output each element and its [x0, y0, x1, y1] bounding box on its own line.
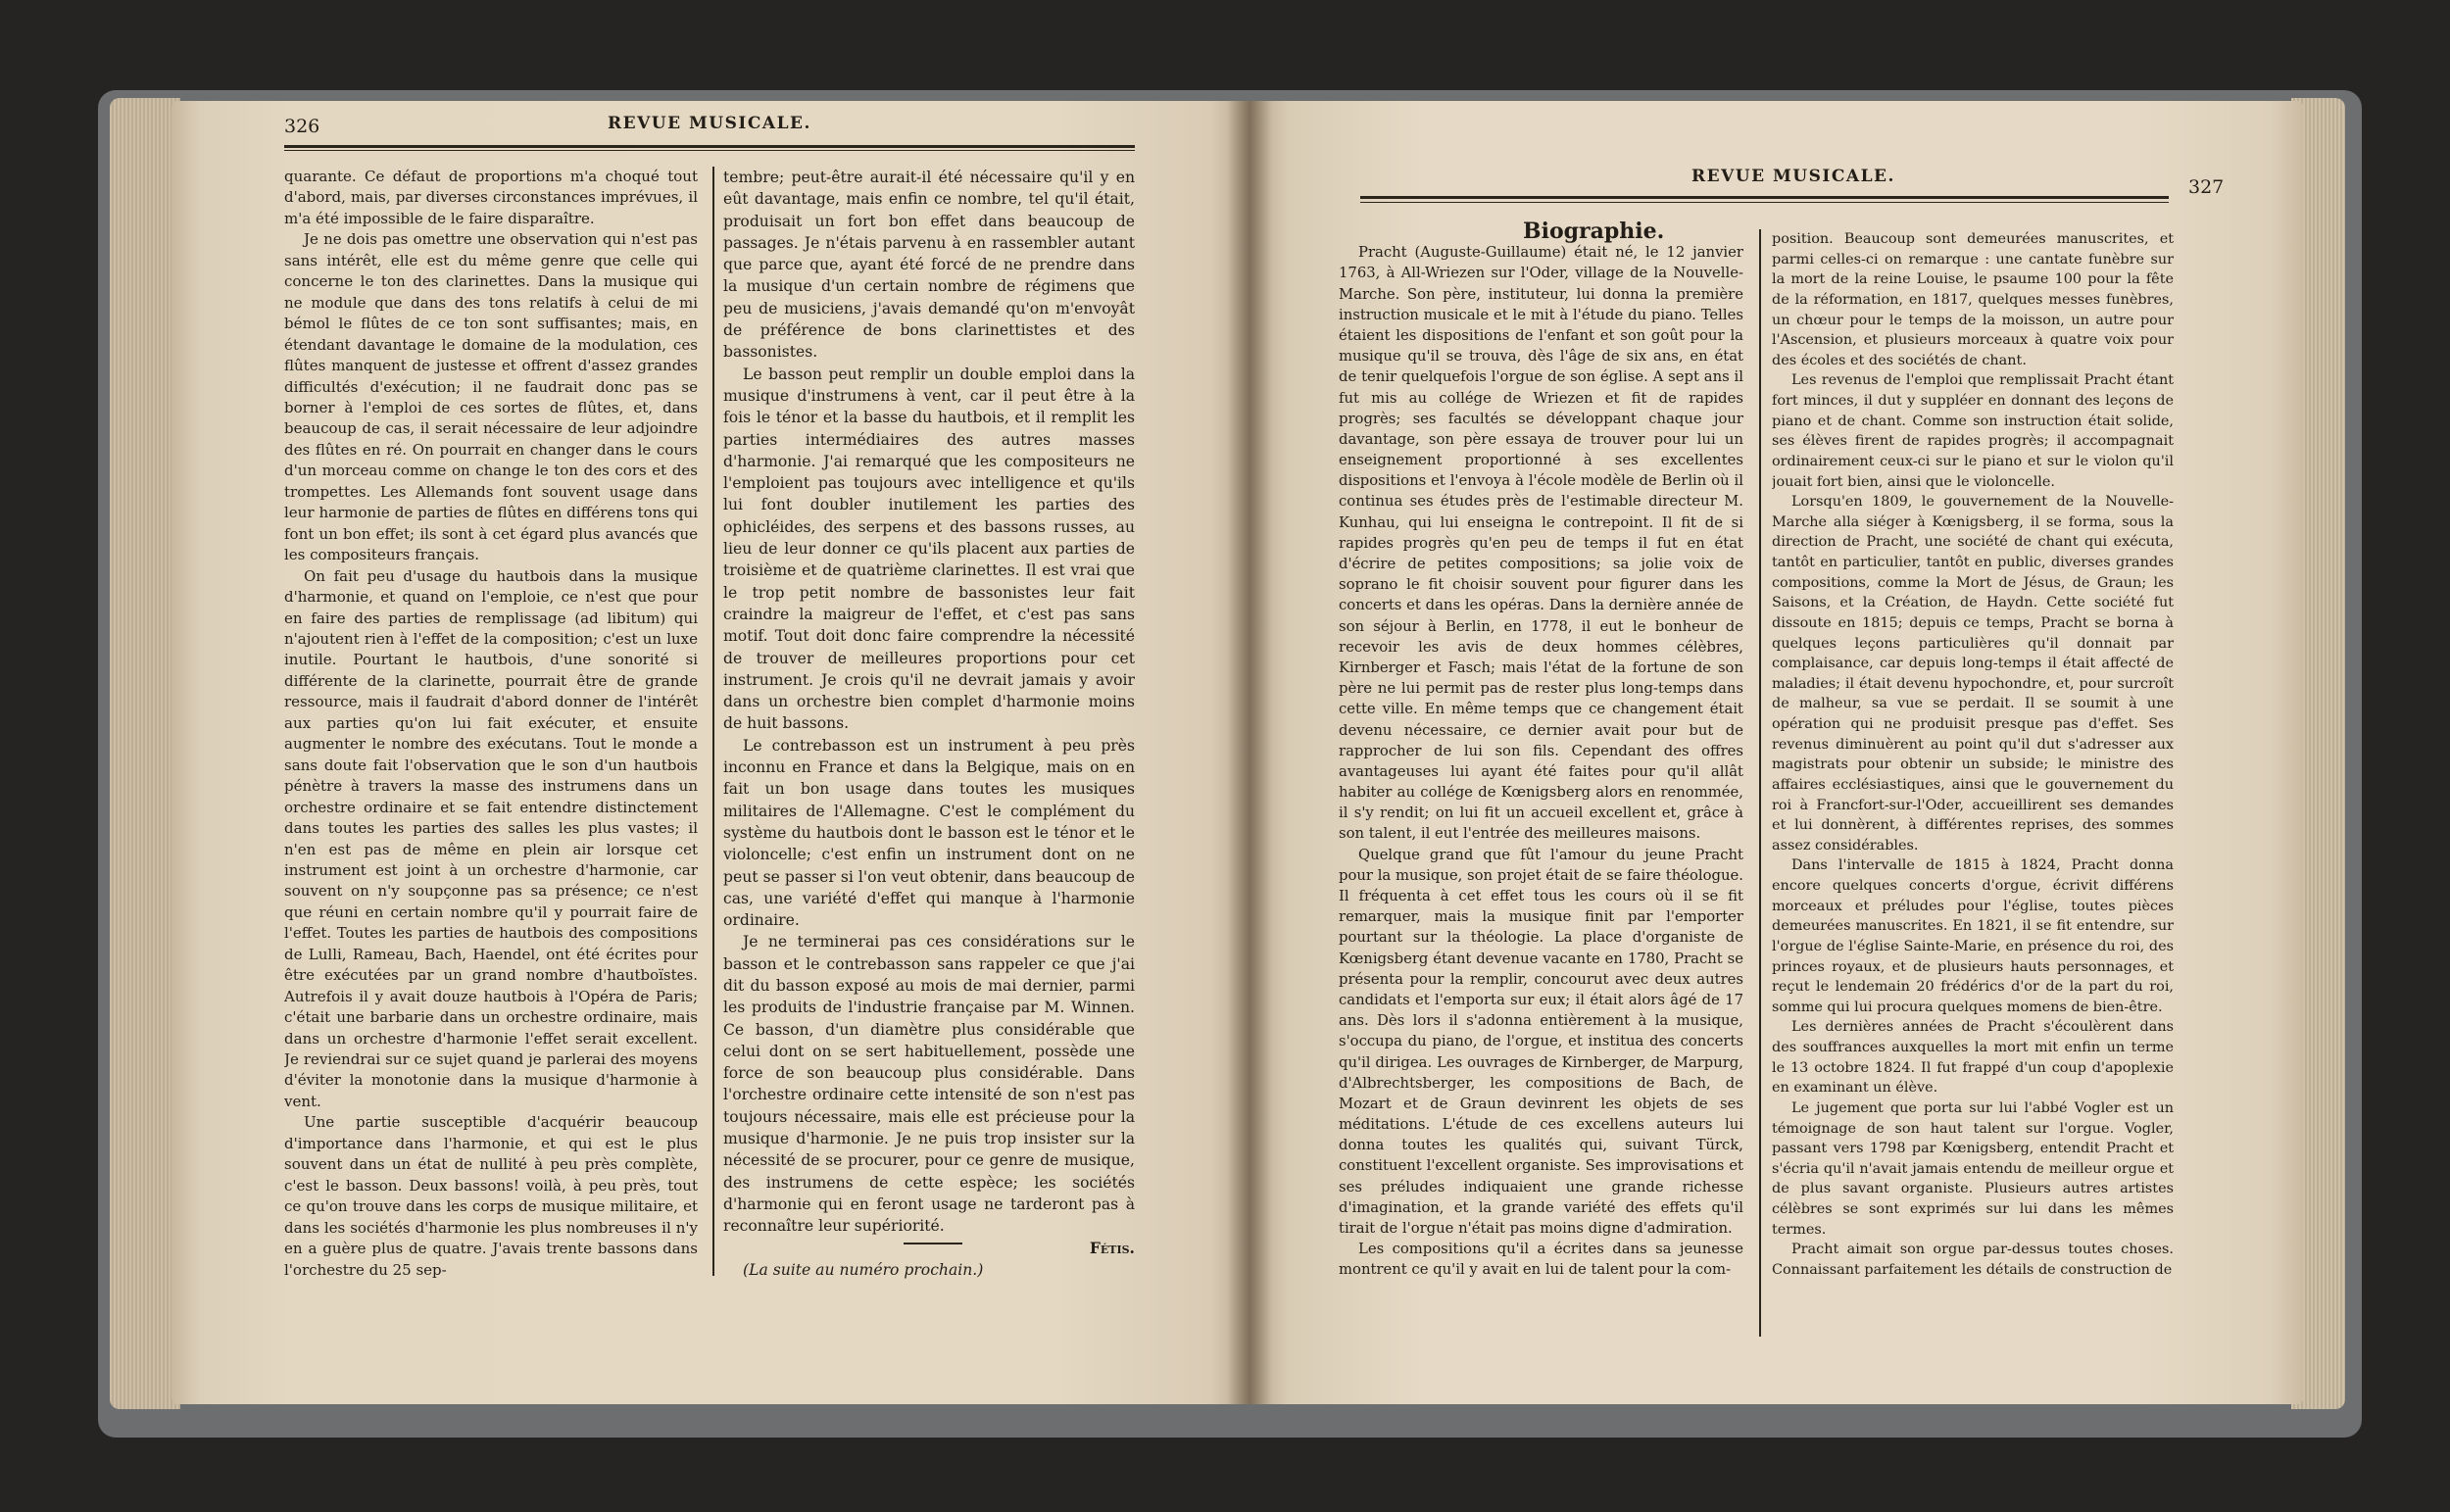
paragraph: Dans l'intervalle de 1815 à 1824, Pracht donna encore quelques concerts d'orgue, écrivit différens morceaux et préludes pour l'église, toutes pièces demeurées manuscrites. En 1821, il se fit entendre, sur l'orgue de l'église Sainte-Marie, en présence du roi, des princes royaux, et de plusieurs hauts personnages, et reçut le lendemain 20 frédérics d'or de la part du roi, somme qui lui procura quelques momens de bien-être. — [1772, 857, 2174, 1015]
paragraph: Les compositions qu'il a écrites dans sa jeunesse montrent ce qu'il y avait en lui de talent pour la com- — [1339, 1241, 1743, 1279]
right-page-number: 327 — [2188, 176, 2225, 198]
paragraph: Le jugement que porta sur lui l'abbé Vogler est un témoignage de son haut talent sur l'orgue. Vogler, passant vers 1798 par Kœnigsberg, entendit Pracht et s'écria qu'il n'avait jamais entendu de meilleur orgue et de plus savant organiste. Plusieurs autres artistes célèbres se sont exprimés sur lui dans les mêmes termes. — [1772, 1099, 2174, 1238]
section-title: Biographie. — [1523, 221, 1665, 244]
right-running-head: REVUE MUSICALE. — [1691, 167, 1895, 186]
paragraph: tembre; peut-être aurait-il été nécessaire qu'il y en eût davantage, mais enfin ce nombre, tel qu'il était, produisait un fort bon effet dans beaucoup de passages. Je n'étais parvenu à en rassembler autant que parce que, ayant été forcé de ne prendre dans la musique d'un certain nombre de régimens que peu de musiciens, j'avais demandé qu'on m'envoyât de préférence de bons clarinettistes et des bassonistes. — [723, 169, 1135, 362]
paragraph: Je ne dois pas omettre une observation qui n'est pas sans intérêt, elle est du même genre que celle qui concerne le ton des clarinettes. Dans la musique qui ne module que dans des tons relatifs à celui de mi bémol le flûtes de ce ton sont suffisantes; mais, en étendant davantage le domaine de la modulation, ces flûtes manquent de justesse et offrent d'assez grandes difficultés d'exécution; il ne faudrait donc pas se borner à l'emploi de ces sortes de flûtes, et, dans beaucoup de cas, il serait nécessaire de leur adjoindre des flûtes en ré. On pourrait en changer dans le cours d'un morceau comme on change le ton des cors et des trompettes. Les Allemands font souvent usage dans leur harmonie de parties de flûtes en différens tons qui font un bon effet; ils sont à cet égard plus avancés que les compositeurs français. — [284, 230, 698, 564]
author-signature: Fétis. — [1089, 1238, 1135, 1257]
paragraph: Le contrebasson est un instrument à peu près inconnu en France et dans la Belgique, mais on en fait un bon usage dans toutes les musiques militaires de l'Allemagne. C'est le complément du système du hautbois dont le basson est le ténor et le violoncelle; c'est enfin un instrument dont on ne peut se passer si l'on veut obtenir, dans beaucoup de cas, une variété d'effet qui manque à l'harmonie ordinaire. — [723, 736, 1135, 930]
left-column-1 — [284, 167, 698, 1293]
paragraph: Lorsqu'en 1809, le gouvernement de la Nouvelle-Marche alla siéger à Kœnigsberg, il se forma, sous la direction de Pracht, une société de chant qui exécuta, tantôt en particulier, tantôt en public, diverses grandes compositions, comme la Mort de Jésus, de Graun; les Saisons, et la Création, de Haydn. Cette société fut dissoute en 1815; depuis ce temps, Pracht se borna à quelques leçons particulières qu'il donnait par complaisance, car depuis long-temps il était affecté de maladies; il était devenu hypochondre, et, pour surcroît de malheur, sa vue se perdait. Il se soumit à une opération qui ne produisit presque pas d'effet. Ses revenus diminuèrent au point qu'il dut s'adresser aux magistrats pour obtenir un subside; le ministre des affaires ecclésiastiques, ainsi que le gouvernement du roi à Francfort-sur-l'Oder, accueillirent ses demandes et lui donnèrent, à différentes reprises, des sommes assez considérables. — [1772, 494, 2174, 854]
right-column-2 — [1772, 229, 2174, 1337]
paragraph: Les revenus de l'emploi que remplissait Pracht étant fort minces, il dut y suppléer en donnant des leçons de piano et de chant. Comme son instruction était solide, ses élèves firent de rapides progrès; il accompagnait ordinairement ceux-ci sur le piano et sur le violon qu'il jouait fort bien, ainsi que le violoncelle. — [1772, 372, 2174, 490]
left-header-rule-thin — [284, 150, 1135, 151]
left-running-head: REVUE MUSICALE. — [608, 114, 811, 133]
paragraph: Une partie susceptible d'acquérir beaucoup d'importance dans l'harmonie, et qui est le plus souvent dans un état de nullité à peu près complète, c'est le basson. Deux bassons! voilà, à peu près, tout ce qu'on trouve dans les corps de musique militaire, et dans les sociétés d'harmonie les plus nombreuses il n'y en a guère plus de quatre. J'avais trente bassons dans l'orchestre du 25 sep- — [284, 1113, 698, 1279]
end-ornament-rule — [904, 1243, 962, 1244]
paragraph: Quelque grand que fût l'amour du jeune Pracht pour la musique, son projet était de se faire théologue. Il fréquenta à cet effet tous les cours où il se fit remarquer, mais la musique finit par l'emporter pourtant sur la théologie. La place d'organiste de Kœnigsberg étant devenue vacante en 1780, Pracht se présenta pour la remplir, concourut avec deux autres candidats et l'emporta sur eux; il était alors âgé de 17 ans. Dès lors il s'adonna entièrement à la musique, s'occupa du piano, de l'orgue, et institua des concerts qu'il dirigea. Les ouvrages de Kirnberger, de Marpurg, d'Albrechtsberger, les compositions de Bach, de Mozart et de Graun devinrent les objets de ses méditations. L'étude de ces excellens auteurs lui donna toutes les qualités qui, suivant Türck, constituent l'excellent organiste. Ses improvisations et ses préludes indiquaient une grande richesse d'imagination, et la grande variété des effets qu'il tirait de l'orgue n'était pas moins digne d'admiration. — [1339, 846, 1743, 1237]
paragraph: Pracht (Auguste-Guillaume) était né, le 12 janvier 1763, à All-Wriezen sur l'Oder, village de la Nouvelle-Marche. Son père, instituteur, lui donna la première instruction musicale et le mit à l'étude du piano. Telles étaient les dispositions de l'enfant et son goût pour la musique qu'il se trouva, dès l'âge de six ans, en état de tenir quelquefois l'orgue de son église. A sept ans il fut mis au collége de Wriezen et fit de rapides progrès; ses facultés se développant chaque jour davantage, son père essaya de trouver pour lui un enseignement proportionné à ses excellentes dispositions et l'envoya à l'école modèle de Berlin où il continua ses études près de l'estimable directeur M. Kunhau, qui lui enseigna le contrepoint. Il fit de si rapides progrès qu'en peu de temps il fut en état d'écrire de petites compositions; sa jolie voix de soprano le fit choisir souvent pour figurer dans les concerts et dans les opéras. Dans la dernière année de son séjour à Berlin, en 1778, il eut le bonheur de recevoir les avis de deux hommes célèbres, Kirnberger et Fasch; mais l'état de la fortune de son père ne lui permit pas de rester plus long-temps dans cette ville. En même temps que ce changement était devenu nécessaire, ce dernier avait pour but de rapprocher de lui son fils. Cependant des offres avantageuses lui ayant été faites pour qu'il allât habiter au collége de Kœnigsberg alors en renommée, il s'y rendit; on lui fit un accueil excellent et, grâce à son talent, il eut l'entrée des meilleures maisons. — [1339, 244, 1743, 843]
right-column-separator — [1759, 229, 1761, 1337]
right-header-rule — [1360, 196, 2169, 199]
page-edges-left — [110, 98, 180, 1409]
paragraph: quarante. Ce défaut de proportions m'a choqué tout d'abord, mais, par diverses circonstances imprévues, il m'a été impossible de le faire disparaître. — [284, 168, 698, 227]
paragraph: Le basson peut remplir un double emploi dans la musique d'instrumens à vent, car il peut être à la fois le ténor et la basse du hautbois, et il remplit les parties intermédiaires des autres masses d'harmonie. J'ai remarqué que les compositeurs ne l'emploient pas toujours avec intelligence et qu'ils lui font doubler inutilement les parties des ophicléides, des serpens et des bassons russes, au lieu de leur donner ce qu'ils placent aux parties de troisième et de quatrième clarinettes. Il est vrai que le trop petit nombre de bassonistes leur fait craindre la maigreur de l'effet, et c'est pas sans motif. Tout doit donc faire comprendre la nécessité de trouver de meilleures proportions pour cet instrument. Je crois qu'il ne devrait jamais y avoir dans un orchestre bien complet d'harmonie moins de huit bassons. — [723, 365, 1135, 733]
paragraph: Je ne terminerai pas ces considérations sur le basson et le contrebasson sans rappeler ce que j'ai dit du basson exposé au mois de mai dernier, parmi les produits de l'industrie française par M. Winnen. Ce basson, d'un diamètre plus considérable que celui dont on se sert habituellement, possède une force de son beaucoup plus considérable. Dans l'orchestre ordinaire cette intensité de son n'est pas toujours nécessaire, mais elle est précieuse pour la musique d'harmonie. Je ne puis trop insister sur la nécessité de se procurer, pour ce genre de musique, des instrumens de cette espèce; les sociétés d'harmonie qui en feront usage ne tarderont pas à reconnaître leur supériorité. — [723, 933, 1135, 1236]
paragraph: Les dernières années de Pracht s'écoulèrent dans des souffrances auxquelles la mort mit enfin un terme le 13 octobre 1824. Il fut frappé d'un coup d'apoplexie en examinant un élève. — [1772, 1019, 2174, 1097]
left-column-2 — [723, 167, 1135, 1293]
continued-note: (La suite au numéro prochain.) — [743, 1260, 984, 1279]
left-header-rule — [284, 145, 1135, 148]
left-column-separator — [712, 167, 714, 1276]
right-column-1 — [1339, 221, 1743, 1329]
book-gutter — [1227, 101, 1272, 1404]
paragraph: position. Beaucoup sont demeurées manuscrites, et parmi celles-ci on remarque : une cantate funèbre sur la mort de la reine Louise, le psaume 100 pour la fête de la réformation, en 1817, quelques messes funèbres, un chœur pour le temps de la moisson, un autre pour l'Ascension, et plusieurs morceaux à quatre voix pour des écoles et des sociétés de chant. — [1772, 231, 2174, 368]
paragraph: On fait peu d'usage du hautbois dans la musique d'harmonie, et quand on l'emploie, ce n'est que pour en faire des parties de remplissage (ad libitum) qui n'ajoutent rien à l'effet de la composition; c'est un luxe inutile. Pourtant le hautbois, d'une sonorité si différente de la clarinette, pourrait être de grande ressource, mais il faudrait d'abord donner de l'intérêt aux parties qu'on lui fait exécuter, et ensuite augmenter le nombre des exécutans. Tout le monde a sans doute fait l'observation que le son d'un hautbois pénètre à travers la masse des instrumens dans un orchestre ordinaire et se fait entendre distinctement dans toutes les parties des salles les plus vastes; il n'en est pas de même en plein air lorsque cet instrument est joint à un orchestre d'harmonie, car souvent on n'y soupçonne pas sa présence; ce n'est que réuni en certain nombre qu'il y pourrait faire de l'effet. Toutes les parties de hautbois des compositions de Lulli, Rameau, Bach, Haendel, ont été écrites pour être exécutées par un grand nombre d'hautboïstes. Autrefois il y avait douze hautbois à l'Opéra de Paris; c'était une barbarie dans un orchestre ordinaire, mais dans un orchestre d'harmonie l'effet serait excellent. Je reviendrai sur ce sujet quand je parlerai des moyens d'éviter la monotonie dans la musique d'harmonie à vent. — [284, 566, 698, 1110]
left-page-number: 326 — [284, 116, 320, 137]
paragraph: Pracht aimait son orgue par-dessus toutes choses. Connaissant parfaitement les détails de construction de — [1772, 1242, 2174, 1278]
right-header-rule-thin — [1360, 202, 2169, 203]
